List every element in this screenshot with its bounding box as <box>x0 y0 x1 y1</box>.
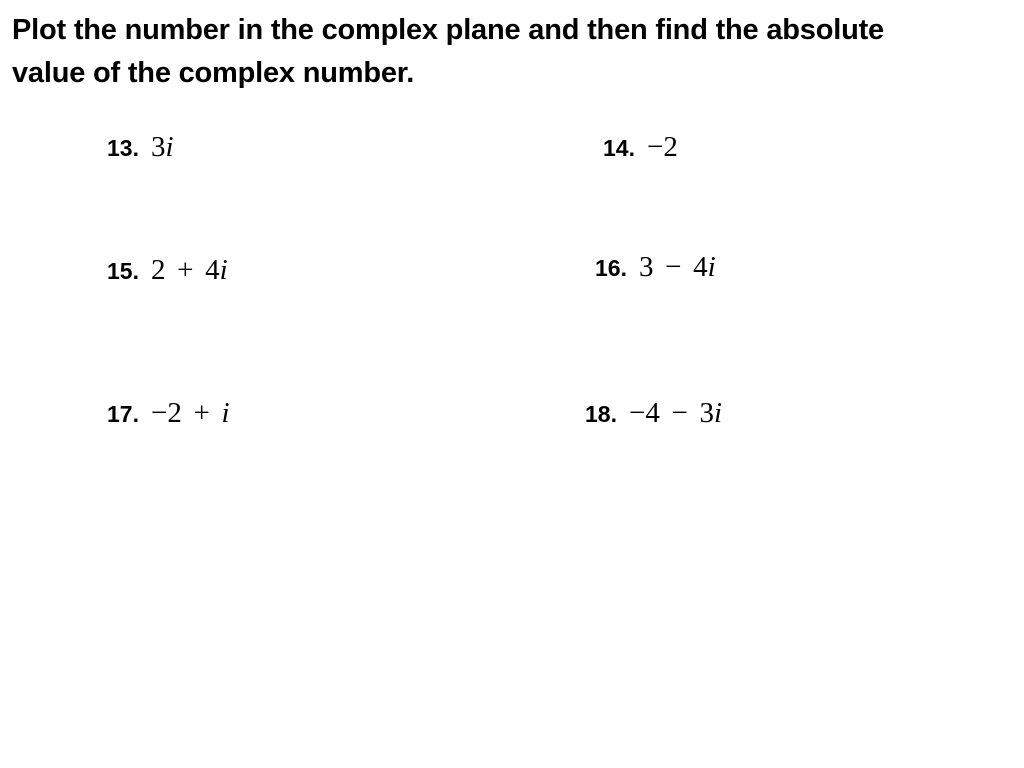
problem-number: 18. <box>585 401 617 427</box>
problem-expression: −2 + i <box>150 397 230 429</box>
problem-number: 14. <box>603 135 635 161</box>
problem-13 <box>107 131 174 164</box>
instructions-heading <box>12 9 1024 95</box>
problem-17 <box>107 397 230 430</box>
problem-expression: −2 <box>646 131 678 163</box>
problem-number: 16. <box>595 255 627 281</box>
problem-15 <box>107 254 228 287</box>
problem-expression: −4 − 3i <box>628 397 723 429</box>
problem-18 <box>585 397 722 430</box>
instructions-line-1: Plot the number in the complex plane and then find the absolute <box>12 14 884 46</box>
problem-14 <box>603 131 678 164</box>
problem-number: 15. <box>107 258 139 284</box>
problem-expression: 2 + 4i <box>150 254 228 286</box>
instructions-line-2: value of the complex number. <box>12 57 415 89</box>
problem-number: 17. <box>107 401 139 427</box>
problem-expression: 3 − 4i <box>638 251 716 283</box>
problem-16 <box>595 251 716 284</box>
problem-expression: 3i <box>150 131 174 163</box>
problem-number: 13. <box>107 135 139 161</box>
